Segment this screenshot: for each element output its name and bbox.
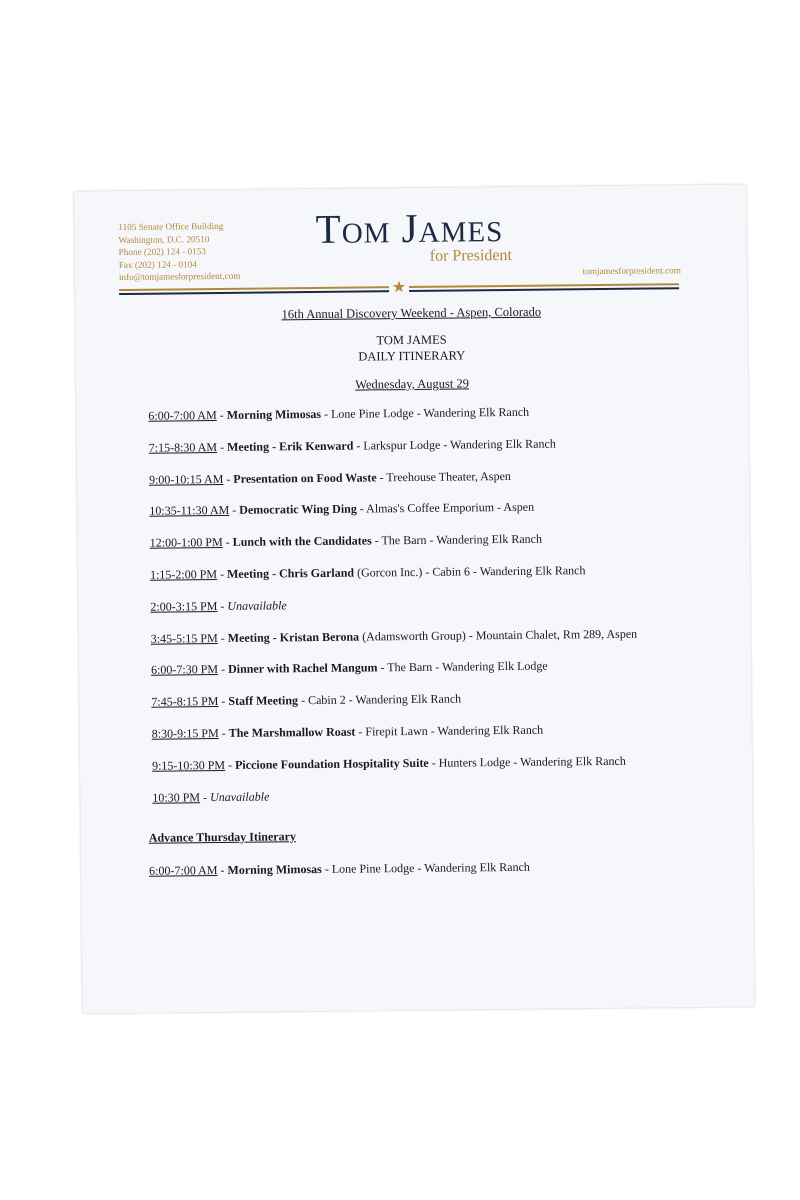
address-line: 1105 Senate Office Building	[118, 220, 224, 233]
item-time: 2:00-3:15 PM	[150, 598, 218, 614]
item-title: Staff Meeting	[228, 693, 299, 709]
item-location: - Larkspur Lodge - Wandering Elk Ranch	[353, 436, 556, 453]
item-title: Dinner with Rachel Mangum	[227, 660, 378, 677]
separator: -	[220, 862, 228, 878]
item-time: 1:15-2:00 PM	[149, 567, 218, 582]
item-location: - Treehouse Theater, Aspen	[376, 468, 511, 484]
item-location: - Lone Pine Lodge - Wandering Elk Ranch	[320, 404, 530, 421]
item-time: 10:35-11:30 AM	[149, 503, 230, 519]
document-title: DAILY ITINERARY	[358, 348, 466, 364]
item-title: Meeting - Erik Kenward	[226, 438, 354, 454]
phone-line: Phone (202) 124 - 0153	[118, 246, 206, 258]
advance-item	[149, 860, 530, 879]
separator: -	[224, 757, 236, 772]
item-title: Democratic Wing Ding	[239, 501, 357, 518]
item-time: 8:30-9:15 PM	[151, 726, 219, 741]
separator: -	[217, 630, 228, 645]
item-title: Morning Mimosas	[227, 861, 322, 877]
schedule-item	[152, 784, 732, 822]
event-title: 16th Annual Discovery Weekend - Aspen, Colorado	[281, 304, 542, 322]
item-status: Unavailable	[227, 598, 287, 613]
item-location: - Mountain Chalet, Rm 289, Aspen	[465, 626, 638, 643]
item-location: - Cabin 2 - Wandering Elk Ranch	[297, 691, 462, 708]
separator: -	[217, 662, 229, 677]
separator: -	[229, 503, 240, 518]
schedule-list	[148, 403, 732, 822]
item-organization: (Adamsworth Group)	[359, 628, 466, 644]
item-title: Morning Mimosas	[226, 406, 322, 422]
item-location: - Lone Pine Lodge - Wandering Elk Ranch	[324, 859, 530, 876]
advance-heading: Advance Thursday Itinerary	[148, 829, 296, 845]
separator: -	[222, 535, 233, 550]
item-time: 7:45-8:15 PM	[151, 694, 219, 709]
item-title: Meeting - Chris Garland	[226, 565, 355, 581]
logo-tagline: for President	[429, 246, 513, 265]
item-status: Unavailable	[209, 789, 270, 804]
item-location: - Hunters Lodge - Wandering Elk Ranch	[428, 753, 626, 770]
logo-name: Tom James	[315, 204, 504, 252]
separator: -	[218, 725, 229, 741]
item-location: - The Barn - Wandering Elk Lodge	[377, 658, 548, 675]
separator: -	[216, 407, 227, 423]
item-time: 10:30 PM	[152, 789, 201, 805]
item-organization: (Gorcon Inc.)	[353, 564, 423, 580]
person-name: TOM JAMES	[376, 332, 447, 348]
address-line: Washington, D.C. 20510	[118, 233, 210, 245]
campaign-logo	[279, 204, 539, 265]
item-location: - Cabin 6 - Wandering Elk Ranch	[422, 563, 586, 579]
separator: -	[199, 789, 211, 804]
email-line: info@tomjamesforpresident.com	[118, 270, 241, 283]
item-time: 9:00-10:15 AM	[148, 471, 224, 487]
item-title: The Marshmallow Roast	[228, 724, 356, 740]
item-time: 9:15-10:30 PM	[151, 757, 226, 773]
item-location: - Firepit Lawn - Wandering Elk Ranch	[355, 722, 544, 739]
separator: -	[218, 694, 229, 709]
separator: -	[223, 471, 234, 486]
item-title: Piccione Foundation Hospitality Suite	[234, 755, 429, 772]
item-time: 7:15-8:30 AM	[148, 439, 218, 455]
letterhead-website: tomjamesforpresident.com	[582, 265, 681, 277]
separator: -	[217, 598, 228, 613]
letterhead-address	[118, 220, 240, 284]
separator: -	[216, 439, 228, 454]
item-title: Presentation on Food Waste	[233, 469, 377, 486]
item-time: 3:45-5:15 PM	[150, 630, 218, 646]
item-time: 6:00-7:00 AM	[148, 408, 217, 423]
item-time: 6:00-7:00 AM	[149, 863, 218, 878]
item-time: 12:00-1:00 PM	[149, 535, 223, 550]
itinerary-date: Wednesday, August 29	[355, 376, 470, 392]
item-location: - The Barn - Wandering Elk Ranch	[371, 531, 543, 548]
separator: -	[216, 566, 228, 582]
item-title: Lunch with the Candidates	[232, 533, 372, 550]
item-time: 6:00-7:30 PM	[150, 662, 219, 678]
fax-line: Fax (202) 124 - 0104	[118, 258, 197, 270]
letterhead-rule	[119, 281, 679, 297]
star-icon: ★	[389, 278, 409, 298]
itinerary-page	[74, 184, 755, 1013]
item-title: Meeting - Kristan Berona	[227, 629, 360, 645]
item-location: - Almas's Coffee Emporium - Aspen	[356, 500, 535, 516]
